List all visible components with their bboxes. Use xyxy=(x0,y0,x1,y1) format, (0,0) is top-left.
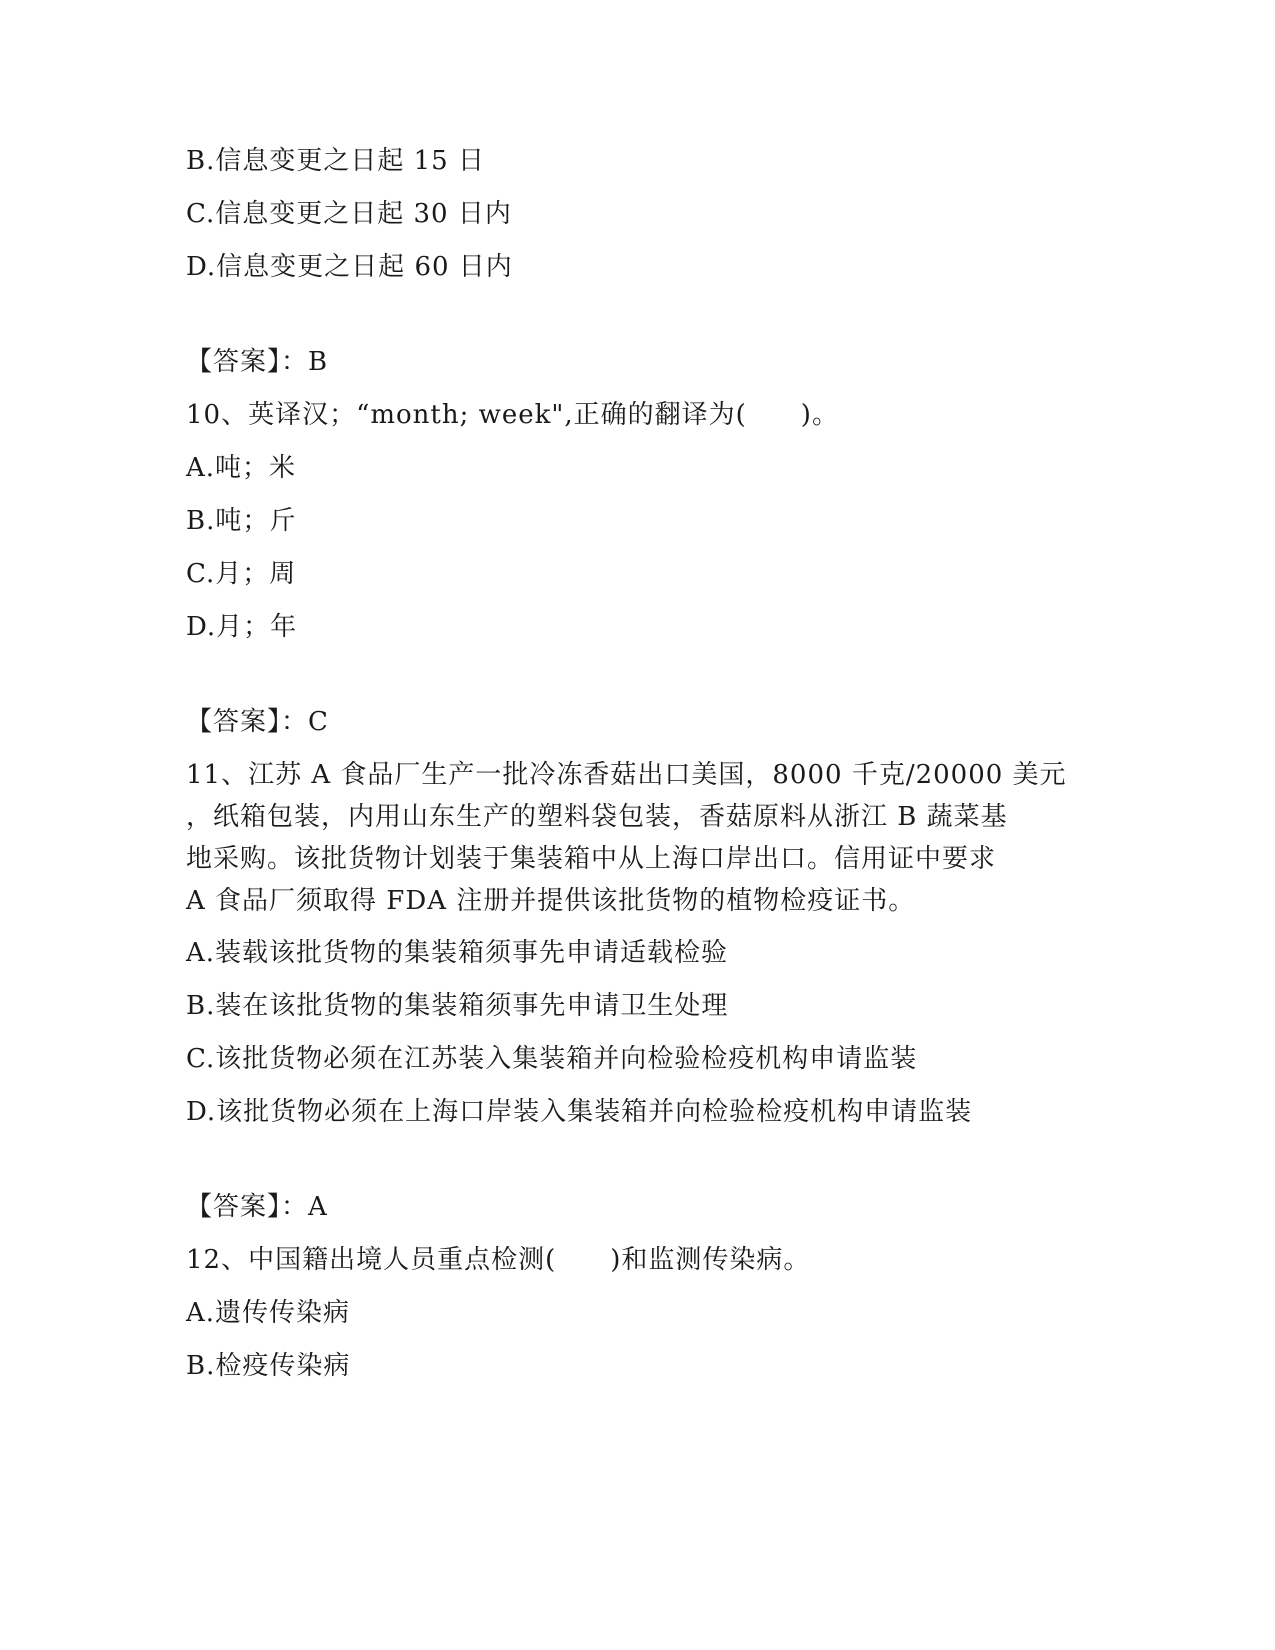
q10-answer: 【答案】：C xyxy=(186,707,329,737)
q11-stem-line-1: 11、江苏 A 食品厂生产一批冷冻香菇出口美国，8000 千克/20000 美元 xyxy=(186,760,1067,790)
q10-option-a: A.吨；米 xyxy=(186,453,297,483)
q11-option-c: C.该批货物必须在江苏装入集装箱并向检验检疫机构申请监装 xyxy=(186,1044,918,1074)
q10-option-c: C.月；周 xyxy=(186,559,297,589)
q12-stem: 12、中国籍出境人员重点检测( )和监测传染病。 xyxy=(186,1245,811,1275)
q11-stem-line-2: ，纸箱包装，内用山东生产的塑料袋包装，香菇原料从浙江 B 蔬菜基 xyxy=(186,802,1008,832)
q11-stem-line-4: A 食品厂须取得 FDA 注册并提供该批货物的植物检疫证书。 xyxy=(186,886,916,916)
q11-option-b: B.装在该批货物的集装箱须事先申请卫生处理 xyxy=(186,991,729,1021)
q11-stem-line-3: 地采购。该批货物计划装于集装箱中从上海口岸出口。信用证中要求 xyxy=(186,844,997,874)
q12-option-a: A.遗传传染病 xyxy=(186,1298,351,1328)
q12-option-b: B.检疫传染病 xyxy=(186,1351,351,1381)
q11-option-d: D.该批货物必须在上海口岸装入集装箱并向检验检疫机构申请监装 xyxy=(186,1097,973,1127)
q10-stem: 10、英译汉；“month; week",正确的翻译为( )。 xyxy=(186,400,839,430)
q11-answer: 【答案】：A xyxy=(186,1192,328,1222)
q9-option-c: C.信息变更之日起 30 日内 xyxy=(186,199,512,229)
q10-option-d: D.月；年 xyxy=(186,612,298,642)
q9-option-d: D.信息变更之日起 60 日内 xyxy=(186,252,513,282)
q9-option-b: B.信息变更之日起 15 日 xyxy=(186,146,485,176)
q10-option-b: B.吨；斤 xyxy=(186,506,297,536)
q11-option-a: A.装载该批货物的集装箱须事先申请适载检验 xyxy=(186,938,729,968)
q9-answer: 【答案】：B xyxy=(186,347,329,377)
